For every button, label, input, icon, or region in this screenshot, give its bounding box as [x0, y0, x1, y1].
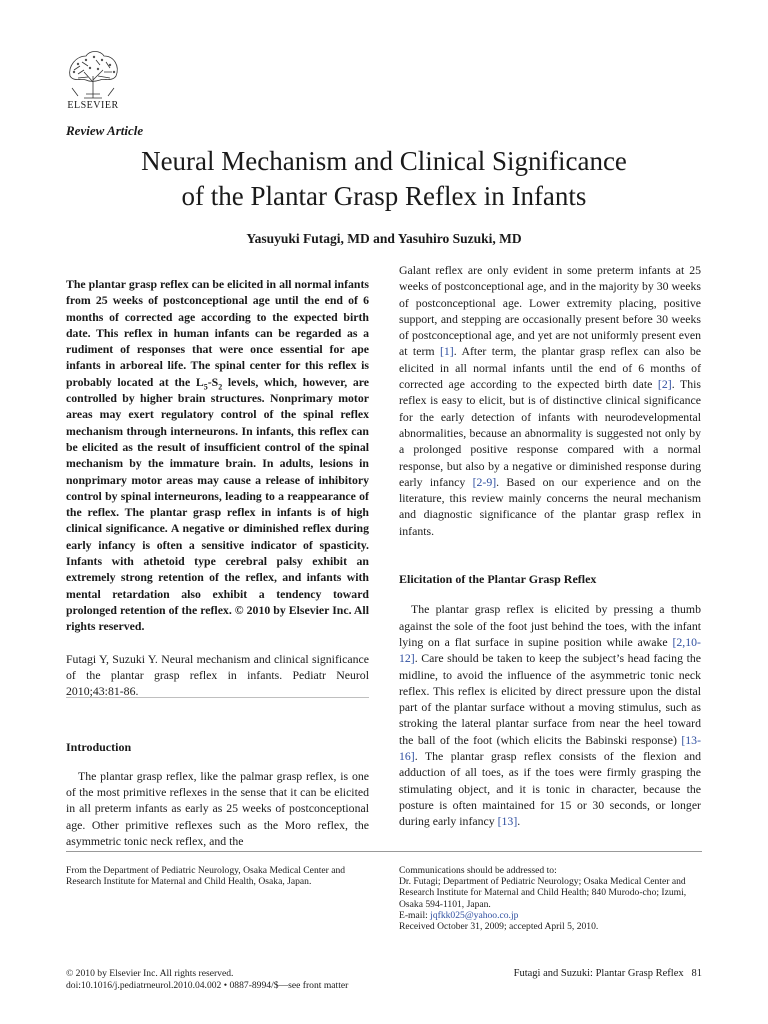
paragraph-text: . Care should be taken to keep the subject’s head facing the midline, to avoid the influence of the asymmetric tonic neck reflex. This reflex is elicited by direct pressure upon the distal part of the plantar surface without a moving stimulus, such as stroking the lateral plantar surface from near the heel toward the ball of the foot (which elicits the Babinski response) — [399, 651, 701, 747]
paragraph-text: . This reflex is easy to elicit, but is of distinctive clinical significance for the early detection of infants with neurodevelopmental abnormalities, because an abnormality is suggested not only by a prolonged positive response compared with a normal response, but also by a negative or diminished response during early infancy — [399, 377, 701, 489]
correspondence-email-line — [399, 910, 704, 921]
running-title: Futagi and Suzuki: Plantar Grasp Reflex — [513, 968, 684, 979]
running-footer — [514, 968, 702, 979]
doi-line: doi:10.1016/j.pediatrneurol.2010.04.002 • 0887-8994/$—see front matter — [66, 980, 349, 991]
publisher-name: ELSEVIER — [67, 100, 119, 111]
right-column — [399, 262, 701, 830]
correspondence-footnote — [399, 865, 704, 932]
paragraph-text: . — [517, 814, 521, 829]
copyright-notice: © 2010 by Elsevier Inc. All rights reserved. — [66, 968, 234, 979]
author-list: Yasuyuki Futagi, MD and Yasuhiro Suzuki, MD — [246, 231, 522, 246]
reference-link-1[interactable]: [1] — [439, 344, 454, 359]
reference-link-13-16[interactable]: [13-16] — [399, 732, 701, 764]
elicitation-paragraph — [399, 601, 701, 829]
citation: Futagi Y, Suzuki Y. Neural mechanism and clinical significance of the plantar grasp reflex in infants. Pediatr Neurol 2010;43:81-86. — [66, 651, 369, 699]
section-heading-elicitation: Elicitation of the Plantar Grasp Reflex — [399, 572, 597, 587]
title-line-2: of the Plantar Grasp Reflex in Infants — [181, 181, 587, 211]
elsevier-tree-icon — [64, 48, 122, 100]
email-label: E-mail: — [399, 909, 431, 921]
paragraph-text: . The plantar grasp reflex consists of the flexion and adduction of all toes, as if the toes were firmly grasping the stimulating object, and it is tonic in character, because the posture is often maintained for 15 or 30 seconds, or longer during early infancy — [399, 749, 701, 829]
galant-paragraph — [399, 262, 701, 539]
paragraph-text: . Based on our experience and on the literature, this review mainly concerns the neural mechanism and diagnostic significance of the plantar grasp reflex in infants. — [399, 474, 701, 538]
title-line-1: Neural Mechanism and Clinical Significance — [141, 146, 627, 176]
paragraph-text: Galant reflex are only evident in some preterm infants at 25 weeks of postconceptional age, and in the majority by 30 weeks of postconceptional age. Lower extremity placing, positive support, and stepping are occasionally present before 30 weeks of postconceptional age, and yet are not uniformly present even at term — [399, 263, 701, 359]
footnote-divider — [66, 851, 702, 852]
reference-link-2[interactable]: [2] — [657, 377, 672, 392]
abstract-sub-1: 5 — [203, 382, 208, 392]
paragraph-text: . After term, the plantar grasp reflex can also be elicited in all normal infants until the end of 6 months of corrected age according to the expected birth date — [399, 344, 702, 392]
introduction-paragraph: The plantar grasp reflex, like the palmar grasp reflex, is one of the most primitive reflexes in the sense that it can be elicited in all preterm infants as early as 25 weeks of postconceptional age. Other primitive reflexes such as the Moro reflex, the asymmetric tonic neck reflex, and the — [66, 768, 369, 848]
paragraph-text: The plantar grasp reflex is elicited by pressing a thumb against the sole of the foot just behind the toes, with the infant lying on a flat surface in supine position while awake — [399, 602, 701, 649]
correspondence-heading: Communications should be addressed to: — [399, 865, 557, 876]
reference-link-13[interactable]: [13] — [497, 814, 518, 829]
abstract — [66, 276, 369, 635]
left-column — [66, 276, 369, 849]
article-type: Review Article — [66, 123, 144, 138]
received-dates: Received October 31, 2009; accepted April 5, 2010. — [399, 921, 599, 933]
email-link[interactable]: jqfkk025@yahoo.co.jp — [430, 909, 519, 921]
abstract-dash: -S — [207, 374, 219, 389]
abstract-text-1: The plantar grasp reflex can be elicited in all normal infants from 25 weeks of postconceptional age until the end of 6 months of corrected age according to the expected birth date. This reflex in human infants can be regarded as a rudiment of responses that were once essential for ape infants in arboreal life. The spinal center for this reflex is probably located at the L — [66, 277, 369, 389]
copyright-block — [66, 968, 348, 992]
reference-link-2-9[interactable]: [2-9] — [472, 474, 497, 489]
abstract-text-2: levels, which, however, are controlled by higher brain structures. Nonprimary motor areas may exert regulatory control of the spinal reflex mechanism through interneurons. In infants, this reflex can be elicited as the result of insufficient control of the spinal mechanism by the immature brain. In adults, lesions in nonprimary motor areas may cause a release of inhibitory control by spinal interneurons, leading to a reappearance of the reflex. The plantar grasp reflex in infants is of high clinical significance. A negative or diminished reflex during early infancy is often a sensitive indicator of spasticity. Infants with athetoid type cerebral palsy exhibit an extremely strong retention of the reflex, and infants with mental retardation also exhibit a tendency toward prolonged retention of the reflex. © 2010 by Elsevier Inc. All rights reserved. — [66, 374, 369, 634]
abstract-sub-2: 2 — [218, 382, 223, 392]
page-number: 81 — [691, 968, 702, 979]
section-divider — [66, 697, 369, 698]
correspondence-address: Dr. Futagi; Department of Pediatric Neurology; Osaka Medical Center and Research Institute for Maternal and Child Health; 840 Murodo-cho; Izumi, Osaka 594-1101, Japan. — [399, 876, 687, 910]
publisher-logo — [64, 48, 124, 111]
section-heading-introduction: Introduction — [66, 740, 132, 755]
reference-link-2-10-12[interactable]: [2,10-12] — [399, 634, 701, 666]
affiliation-footnote: From the Department of Pediatric Neurology, Osaka Medical Center and Research Institute for Maternal and Child Health, Osaka, Japan. — [66, 865, 346, 888]
article-title — [40, 144, 728, 214]
